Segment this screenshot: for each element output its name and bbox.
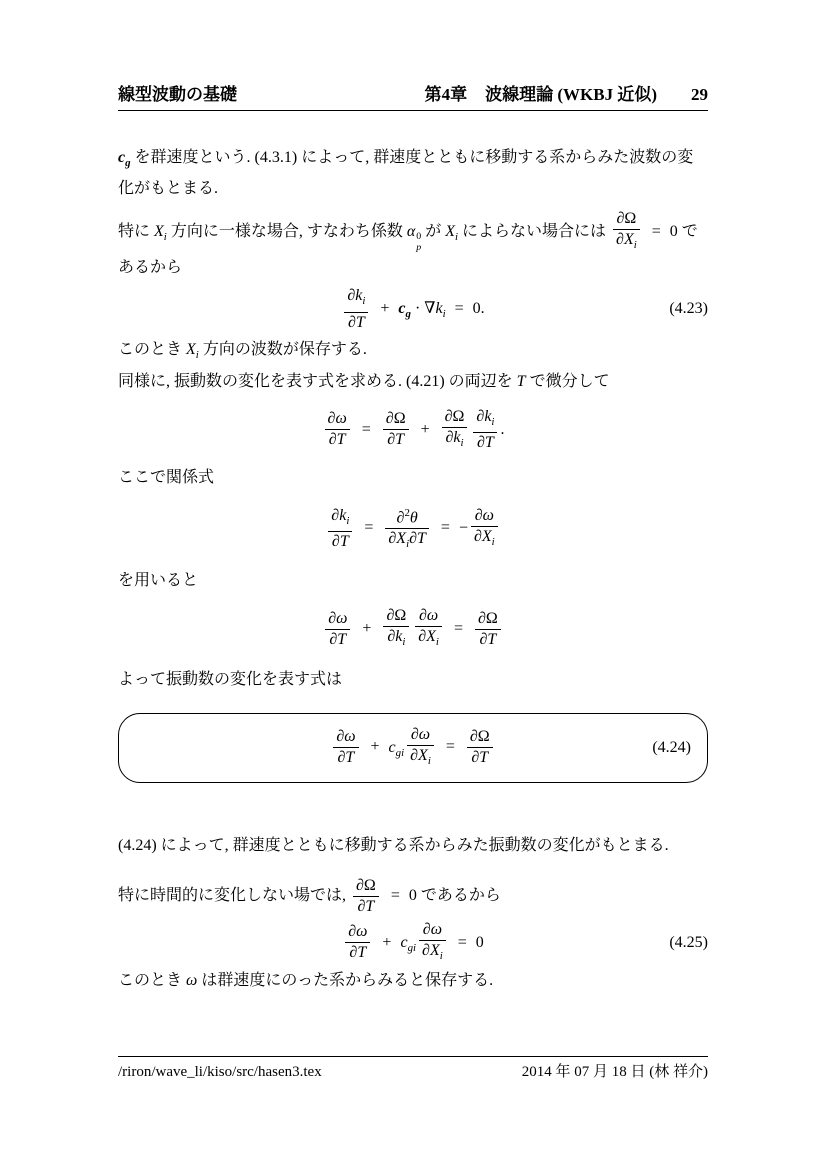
paragraph-omega-conserved: このとき ω は群速度にのった系からみると保存する. [118, 972, 494, 990]
text-column [118, 0, 708, 993]
equation-4-24-body: $\frac{\partial\omega}{\partial T}$ + $c_{gi}$ $\frac{\partial\omega}{\partial X_i}$ = $\frac{\partial\Omega}{\partial T}$ [330, 725, 495, 771]
equation-4-25 [118, 920, 708, 966]
paragraph-frequency-change-result: (4.24) によって, 群速度とともに移動する系からみた振動数の変化がもとまる. [118, 836, 669, 854]
page-header [118, 84, 708, 111]
paragraph-using-relation: を用いると [118, 572, 199, 590]
boxed-equation-4-24 [118, 713, 708, 783]
equation-relation-body: $\frac{\partial k_i}{\partial T}$ = $\frac{\partial^2\theta}{\partial X_i\partial T}$ = − $\frac{\partial\omega}{\partial X_i}$ [325, 503, 500, 555]
paragraph-relation-intro: ここで関係式 [118, 468, 215, 486]
equation-combined [118, 606, 708, 652]
page-number: 29 [691, 85, 708, 104]
equation-domega-dT-body: $\frac{\partial\omega}{\partial T}$ = $\frac{\partial\Omega}{\partial T}$ + $\frac{\partial\Omega}{\partial k_i}$ $\frac{\partial k_i}{\partial T}$ . [322, 407, 505, 453]
chapter-heading [425, 84, 708, 105]
equation-relation [118, 503, 708, 555]
paragraph-frequency-change-intro: よって振動数の変化を表す式は [118, 670, 343, 688]
paragraph-uniform-case: 特に $X_i$ 方向に一様な場合, すなわち係数 α 0 p が $X_i$ によらない場合には $\frac{\partial\Omega}{\partial X_i}$ = 0 であるから [118, 210, 698, 277]
source-file-path: /riron/wave_li/kiso/src/hasen3.tex [118, 1064, 322, 1080]
running-title: 線型波動の基礎 [118, 85, 237, 104]
equation-4-23-number: (4.23) [669, 300, 708, 318]
revision-date: 2014 年 07 月 18 日 (林 祥介) [521, 1064, 708, 1080]
equation-domega-dT [118, 407, 708, 453]
chapter-title: 波線理論 (WKBJ 近似) [485, 85, 657, 104]
equation-4-23-body: $\frac{\partial k_i}{\partial T}$ + $c_g \cdot \nabla k_i = 0$. [341, 286, 484, 332]
paragraph-differentiate-by-T: 同様に, 振動数の変化を表す式を求める. (4.21) の両辺を T で微分して [118, 372, 610, 390]
equation-4-24 [119, 725, 707, 771]
chapter-number: 第4章 [424, 85, 468, 104]
paragraph-group-velocity: $c_g$ を群速度という. (4.3.1) によって, 群速度とともに移動する系からみた波数の変化がもとまる. [118, 149, 694, 198]
page-footer [118, 1056, 708, 1082]
equation-4-23 [118, 286, 708, 332]
paragraph-wavenumber-conserved: このとき $X_i$ 方向の波数が保存する. [118, 340, 367, 361]
equation-combined-body: $\frac{\partial\omega}{\partial T}$ + $\frac{\partial\Omega}{\partial k_i}$ $\frac{\partial\omega}{\partial X_i}$ = $\frac{\partial\Omega}{\partial T}$ [322, 606, 504, 652]
equation-4-25-number: (4.25) [669, 933, 708, 951]
equation-4-25-body: $\frac{\partial\omega}{\partial T}$ + $c_{gi}$ $\frac{\partial\omega}{\partial X_i}$ = 0 [342, 920, 484, 966]
paragraph-time-independent-case: 特に時間的に変化しない場では, $\frac{\partial\Omega}{\partial T}$ = 0 であるから [118, 876, 501, 915]
equation-4-24-number: (4.24) [652, 738, 691, 756]
